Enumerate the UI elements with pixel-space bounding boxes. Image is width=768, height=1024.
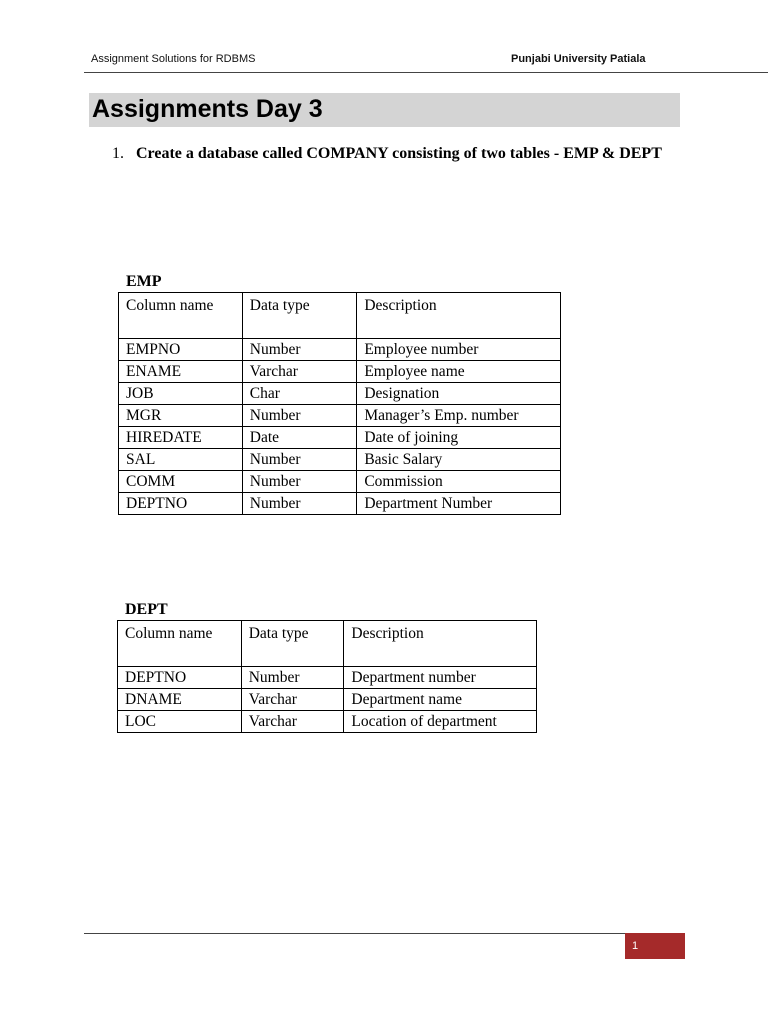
dept-header-data-type: Data type [241, 621, 344, 667]
emp-cell-description: Department Number [357, 493, 561, 515]
title-band [89, 93, 680, 127]
footer-divider [84, 933, 684, 934]
header-left-text: Assignment Solutions for RDBMS [91, 53, 256, 65]
dept-cell-column: DEPTNO [118, 667, 242, 689]
emp-cell-column: JOB [119, 383, 243, 405]
dept-cell-description: Location of department [344, 711, 537, 733]
emp-cell-description: Employee number [357, 339, 561, 361]
emp-cell-description: Designation [357, 383, 561, 405]
dept-cell-type: Varchar [241, 711, 344, 733]
dept-header-description: Description [344, 621, 537, 667]
table-row [118, 711, 537, 733]
emp-cell-description: Basic Salary [357, 449, 561, 471]
emp-table-header-row [119, 293, 561, 339]
page-title: Assignments Day 3 [92, 95, 323, 123]
table-row [119, 427, 561, 449]
page-number: 1 [632, 940, 639, 952]
emp-cell-type: Number [242, 493, 357, 515]
question-text: Create a database called COMPANY consisting of two tables - EMP & DEPT [136, 145, 662, 162]
emp-cell-column: DEPTNO [119, 493, 243, 515]
emp-cell-column: HIREDATE [119, 427, 243, 449]
table-row [119, 361, 561, 383]
header-right-text: Punjabi University Patiala [511, 53, 646, 65]
dept-cell-description: Department number [344, 667, 537, 689]
table-row [119, 339, 561, 361]
emp-header-description: Description [357, 293, 561, 339]
emp-cell-column: SAL [119, 449, 243, 471]
table-row [119, 449, 561, 471]
emp-cell-type: Number [242, 405, 357, 427]
emp-header-column-name: Column name [119, 293, 243, 339]
emp-table [118, 292, 561, 515]
dept-table-title: DEPT [125, 601, 168, 618]
table-row [119, 471, 561, 493]
emp-cell-type: Char [242, 383, 357, 405]
emp-cell-description: Manager’s Emp. number [357, 405, 561, 427]
emp-cell-description: Employee name [357, 361, 561, 383]
emp-cell-description: Commission [357, 471, 561, 493]
dept-header-column-name: Column name [118, 621, 242, 667]
dept-table [117, 620, 537, 733]
dept-cell-type: Varchar [241, 689, 344, 711]
dept-cell-column: DNAME [118, 689, 242, 711]
emp-cell-type: Number [242, 339, 357, 361]
table-row [118, 667, 537, 689]
page-number-badge [625, 933, 685, 959]
emp-cell-type: Varchar [242, 361, 357, 383]
dept-table-header-row [118, 621, 537, 667]
emp-header-data-type: Data type [242, 293, 357, 339]
question-number: 1. [112, 145, 124, 162]
emp-cell-column: COMM [119, 471, 243, 493]
emp-cell-column: ENAME [119, 361, 243, 383]
emp-cell-type: Number [242, 471, 357, 493]
dept-cell-type: Number [241, 667, 344, 689]
emp-cell-description: Date of joining [357, 427, 561, 449]
table-row [119, 383, 561, 405]
header-divider [84, 72, 768, 73]
emp-table-title: EMP [126, 273, 162, 290]
table-row [118, 689, 537, 711]
dept-cell-description: Department name [344, 689, 537, 711]
emp-cell-column: MGR [119, 405, 243, 427]
dept-cell-column: LOC [118, 711, 242, 733]
emp-cell-column: EMPNO [119, 339, 243, 361]
table-row [119, 405, 561, 427]
emp-cell-type: Number [242, 449, 357, 471]
emp-cell-type: Date [242, 427, 357, 449]
table-row [119, 493, 561, 515]
